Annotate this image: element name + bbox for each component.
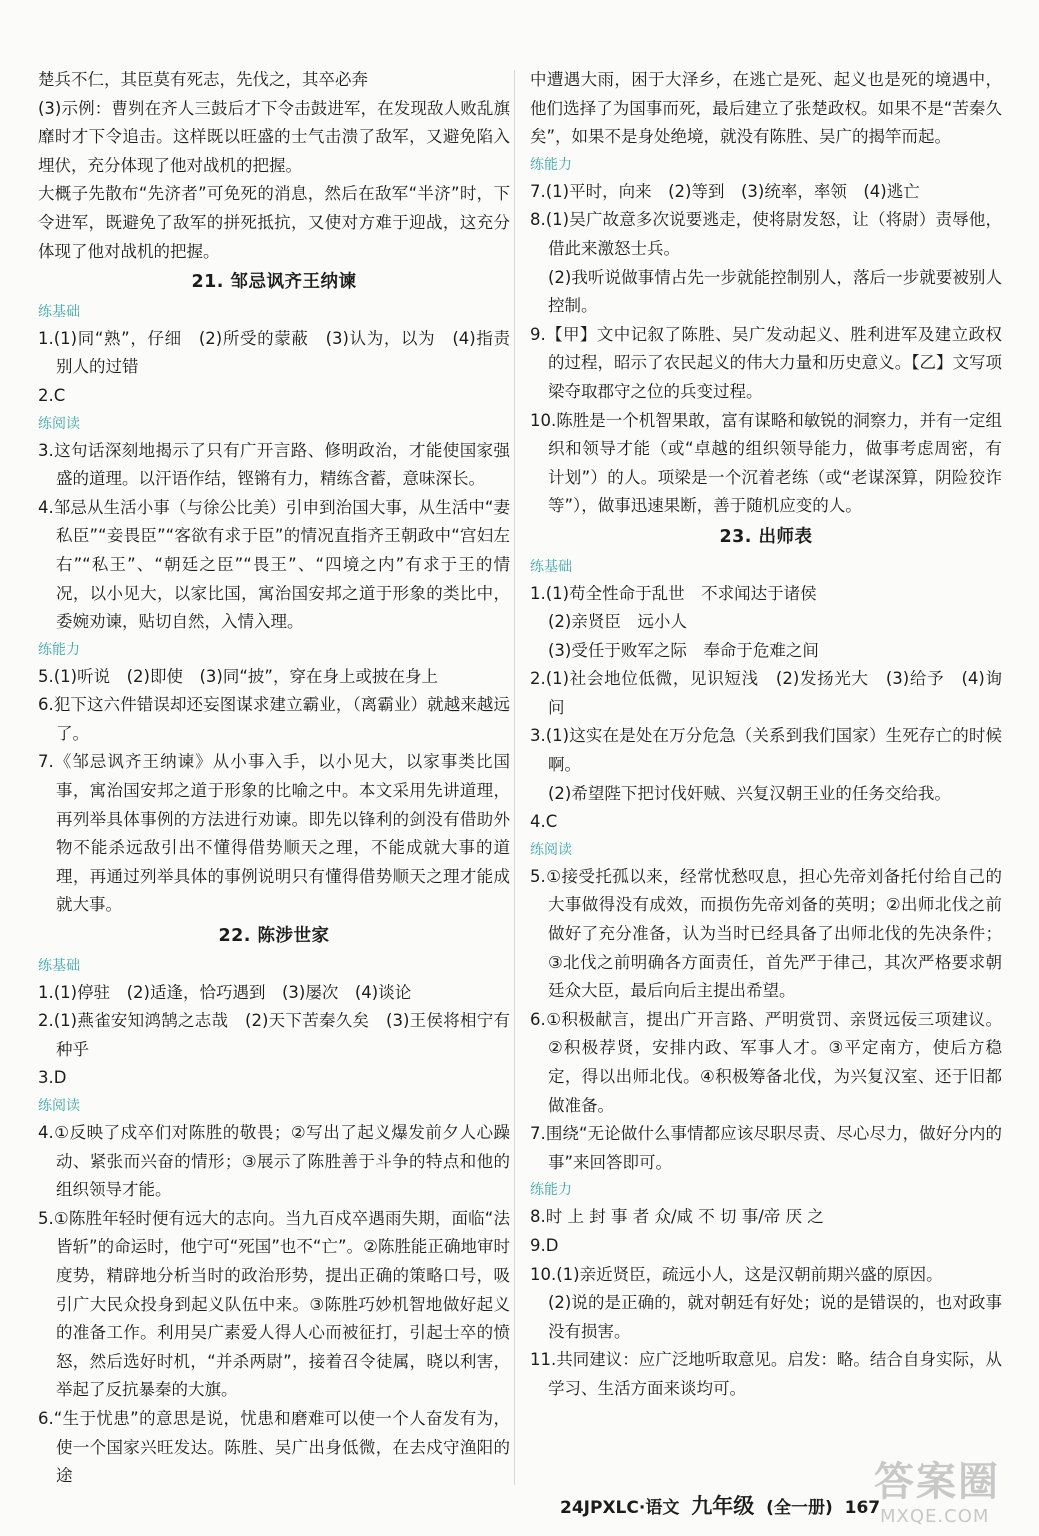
answer-paragraph: 2.(1)社会地位低微，见识短浅 (2)发扬光大 (3)给予 (4)询问: [530, 669, 1002, 717]
answer-paragraph: 1.(1)苟全性命于乱世 不求闻达于诸侯: [530, 583, 817, 603]
section-tag: 练能力: [530, 156, 572, 173]
section-title: 23. 出师表: [719, 526, 813, 547]
answer-paragraph: 9.D: [530, 1235, 559, 1255]
answer-paragraph: 楚兵不仁，其臣莫有死志，先伐之，其卒必奔: [38, 70, 368, 89]
answer-paragraph: 6.犯下这六件错误却还妄图谋求建立霸业，（离霸业）就越来越远了。: [38, 695, 510, 743]
answer-paragraph: 8.时 上 封 事 者 众/咸 不 切 事/帝 厌 之: [530, 1207, 824, 1227]
watermark-seal: 答案圈: [874, 1459, 1000, 1505]
answer-paragraph: (2)我听说做事情占先一步就能控制别人，落后一步就要被别人控制。: [548, 267, 1002, 316]
answer-paragraph: 10.(1)亲近贤臣，疏远小人，这是汉朝前期兴盛的原因。: [530, 1264, 943, 1284]
section-title: 22. 陈涉世家: [218, 926, 330, 947]
answer-paragraph: (2)说的是正确的，就对朝廷有好处；说的是错误的，也对政事没有损害。: [548, 1293, 1002, 1341]
volume-label: (全一册): [766, 1498, 833, 1518]
answer-paragraph: 6.“生于忧患”的意思是说，忧患和磨难可以使一个人奋发有为，使一个国家兴旺发达。陈胜、吴广出身低微，在去戍守渔阳的途: [38, 1408, 510, 1486]
answer-paragraph: 5.①陈胜年轻时便有远大的志向。当九百戍卒遇雨失期，面临“法皆斩”的命运时，他宁可“死国”也不“亡”。②陈胜能正确地审时度势，精辟地分析当时的政治形势，提出正确的策略口号，吸引广大民众投身到起义队伍中来。③陈胜巧妙机智地做好起义的准备工作。利用吴广素爱人得人心而被征打，引起士卒的愤怒，然后选好时机，“并杀两尉”，接着召令徒属，晓以利害，举起了反抗暴秦的大旗。: [38, 1208, 510, 1400]
answer-paragraph: 1.(1)停驻 (2)适逢，恰巧遇到 (3)屡次 (4)谈论: [38, 982, 412, 1002]
answer-paragraph: 2.C: [38, 385, 66, 405]
section-tag: 练基础: [38, 303, 80, 320]
grade-label: 九年级: [691, 1494, 755, 1518]
answer-paragraph: (2)亲贤臣 远小人: [548, 612, 687, 632]
answer-paragraph: 6.①积极献言，提出广开言路、严明赏罚、亲贤远佞三项建议。②积极荐贤，安排内政、军事人才。③平定南方，使后方稳定，得以出师北伐。④积极筹备北伐，为兴复汉室、还于旧都做准备。: [530, 1009, 1002, 1115]
answer-paragraph: 7.《邹忌讽齐王纳谏》从小事入手，以小见大，以家事类比国事，寓治国安邦之道于形象的比喻之中。本文采用先讲道理，再列举具体事例的方法进行劝谏。即先以锋利的剑没有借助外物不能杀远敌引出不懂得借势顺天之理，不能成就大事的道理，再通过列举具体的事例说明只有懂得借势顺天之理才能成就大事。: [38, 752, 510, 915]
section-tag: 练阅读: [38, 415, 80, 432]
answer-paragraph: 3.D: [38, 1068, 67, 1088]
section-tag: 练基础: [38, 957, 80, 974]
answer-paragraph: 4.邹忌从生活小事（与徐公比美）引申到治国大事，从生活中“妻私臣”“妾畏臣”“客欲有求于臣”的情况直指齐王朝政中“宫妇左右”“私王”、“朝廷之臣”“畏王”、“四境之内”有求于王的情况，以小见大，以家比国，寓治国安邦之道于形象的类比中，委婉劝谏，贴切自然，入情入理。: [38, 497, 510, 632]
right-column: [530, 66, 1002, 1404]
section-tag: 练能力: [530, 1182, 572, 1199]
answer-paragraph: 8.(1)吴广故意多次说要逃走，使将尉发怒，让（将尉）责辱他，借此来激怒士兵。: [530, 210, 1002, 258]
section-tag: 练基础: [530, 558, 572, 575]
answer-paragraph: 10.陈胜是一个机智果敢，富有谋略和敏锐的洞察力，并有一定组织和领导才能（或“卓越的组织领导能力，做事考虑周密，有计划”）的人。项梁是一个沉着老练（或“老谋深算，阴险狡诈等”），做事迅速果断，善于随机应变的人。: [530, 410, 1002, 516]
answer-paragraph: 2.(1)燕雀安知鸿鹄之志哉 (2)天下苦秦久矣 (3)王侯将相宁有种乎: [38, 1011, 510, 1059]
watermark-logo: [868, 1446, 1028, 1532]
watermark-url: MXQE.COM: [880, 1506, 990, 1527]
answer-paragraph: 1.(1)同“熟”，仔细 (2)所受的蒙蔽 (3)认为，以为 (4)指责别人的过错: [38, 328, 510, 377]
answer-paragraph: 9.【甲】文中记叙了陈胜、吴广发动起义、胜利进军及建立政权的过程，昭示了农民起义的伟大力量和历史意义。【乙】文写项梁夺取郡守之位的兵变过程。: [530, 324, 1002, 401]
answer-paragraph: 中遭遇大雨，困于大泽乡，在逃亡是死、起义也是死的境遇中，他们选择了为国事而死，最后建立了张楚政权。如果不是“苦秦久矣”，如果不是身处绝境，就没有陈胜、吴广的揭竿而起。: [530, 70, 1002, 147]
answer-paragraph: 7.(1)平时，向来 (2)等到 (3)统率，率领 (4)逃亡: [530, 181, 920, 201]
answer-paragraph: 3.这句话深刻地揭示了只有广开言路、修明政治，才能使国家强盛的道理。以汗语作结，铿锵有力，精练含蓄，意味深长。: [38, 440, 510, 489]
column-divider: [514, 70, 515, 1485]
answer-paragraph: 7.围绕“无论做什么事情都应该尽职尽责、尽心尽力，做好分内的事”来回答即可。: [530, 1124, 1002, 1172]
answer-paragraph: (2)希望陛下把讨伐奸贼、兴复汉朝王业的任务交给我。: [548, 783, 951, 803]
section-title: 21. 邹忌讽齐王纳谏: [191, 272, 357, 293]
answer-paragraph: 5.(1)听说 (2)即使 (3)同“披”，穿在身上或披在身上: [38, 666, 438, 686]
section-tag: 练阅读: [38, 1098, 80, 1114]
answer-paragraph: 11.共同建议：应广泛地听取意见。启发：略。结合自身实际，从学习、生活方面来谈均可。: [530, 1350, 1002, 1398]
answer-paragraph: 3.(1)这实在是处在万分危急（关系到我们国家）生死存亡的时候啊。: [530, 726, 1002, 775]
book-code: 24JPXLC·语文: [560, 1498, 680, 1518]
answer-paragraph: 大概子先散布“先济者”可免死的消息，然后在敌军“半济”时，下令进军，既避免了敌军的拼死抵抗，又使对方难于迎战，这充分体现了他对战机的把握。: [38, 184, 510, 261]
answer-paragraph: 4.C: [530, 812, 558, 832]
answer-paragraph: 4.①反映了戍卒们对陈胜的敬畏；②写出了起义爆发前夕人心躁动、紧张而兴奋的情形；③展示了陈胜善于斗争的特点和他的组织领导才能。: [38, 1123, 510, 1200]
answer-paragraph: 5.①接受托孤以来，经常忧愁叹息，担心先帝刘备托付给自己的大事做得没有成效，而损伤先帝刘备的英明；②出师北伐之前做好了充分准备，认为当时已经具备了出师北伐的先决条件；③北伐之前明确各方面责任，首先严于律己，其次严格要求朝廷众大臣，最后向后主提出希望。: [530, 866, 1002, 1001]
answer-paragraph: (3)示例：曹刿在齐人三鼓后才下令击鼓进军，在发现敌人败乱旗靡时才下令追击。这样既以旺盛的士气击溃了敌军，又避免陷入埋伏，充分体现了他对战机的把握。: [38, 98, 510, 175]
page-number: 167: [844, 1498, 881, 1518]
left-column: [38, 66, 510, 1491]
section-tag: 练阅读: [530, 841, 572, 858]
section-tag: 练能力: [38, 641, 80, 658]
answer-paragraph: (3)受任于败军之际 奉命于危难之间: [548, 640, 819, 660]
